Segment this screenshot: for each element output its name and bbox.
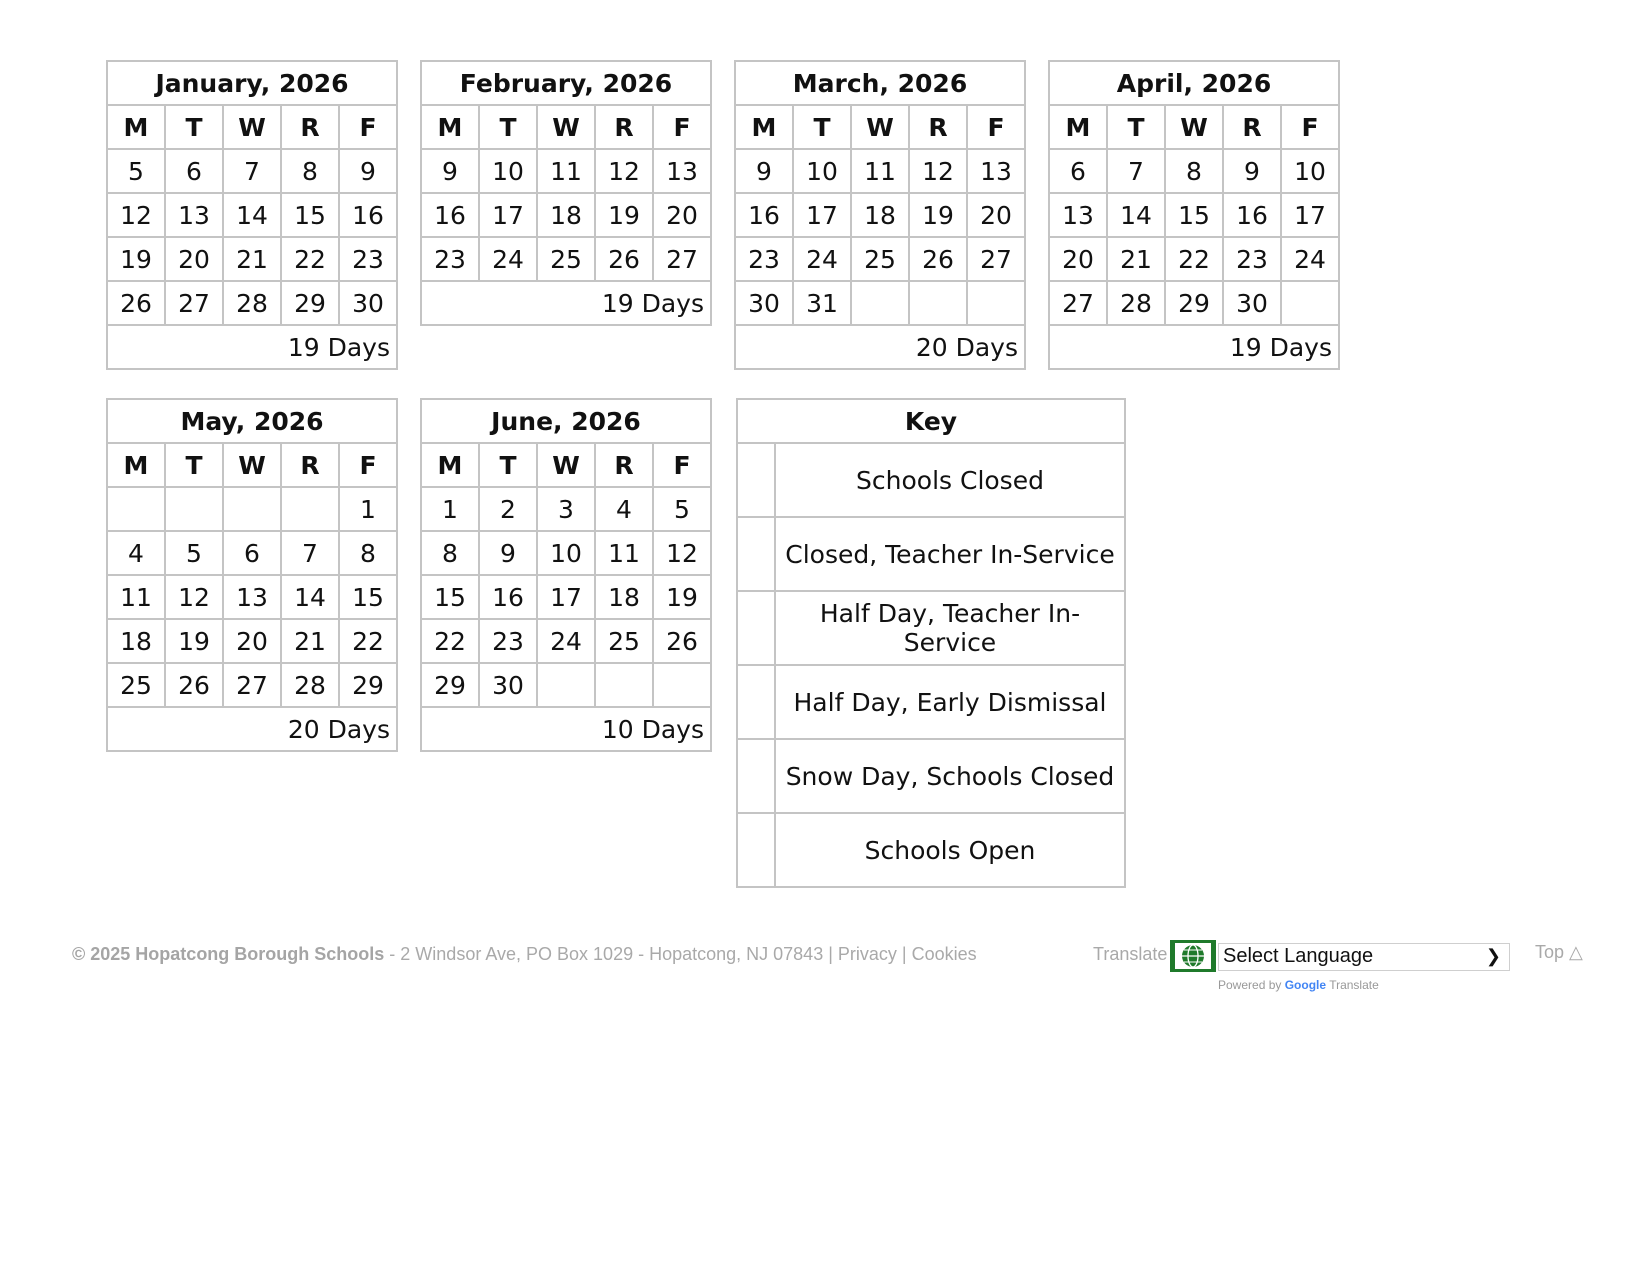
day-cell: 26 xyxy=(165,663,223,707)
month-title: March, 2026 xyxy=(735,61,1025,105)
day-cell: 26 xyxy=(595,237,653,281)
day-cell xyxy=(1281,281,1339,325)
day-cell: 8 xyxy=(339,531,397,575)
weekday-header: W xyxy=(223,105,281,149)
weekday-header: M xyxy=(1049,105,1107,149)
day-cell: 27 xyxy=(223,663,281,707)
day-cell: 23 xyxy=(339,237,397,281)
day-cell: 12 xyxy=(165,575,223,619)
footer-address: - 2 Windsor Ave, PO Box 1029 - Hopatcong, NJ 07843 | xyxy=(384,944,838,964)
weekday-header: F xyxy=(653,105,711,149)
week-row xyxy=(107,487,397,531)
day-cell: 29 xyxy=(339,663,397,707)
day-cell: 8 xyxy=(1165,149,1223,193)
day-cell: 13 xyxy=(1049,193,1107,237)
weekday-header: F xyxy=(653,443,711,487)
day-cell: 30 xyxy=(1223,281,1281,325)
key-label: Schools Open xyxy=(775,813,1125,887)
day-cell: 6 xyxy=(223,531,281,575)
day-cell xyxy=(223,487,281,531)
day-cell: 20 xyxy=(967,193,1025,237)
day-cell: 22 xyxy=(421,619,479,663)
day-cell: 24 xyxy=(793,237,851,281)
day-cell: 14 xyxy=(223,193,281,237)
weekday-header: W xyxy=(1165,105,1223,149)
day-cell: 10 xyxy=(1281,149,1339,193)
day-cell: 7 xyxy=(223,149,281,193)
week-row xyxy=(421,531,711,575)
week-row xyxy=(107,149,397,193)
week-row xyxy=(735,193,1025,237)
school-days-count: 19 Days xyxy=(1049,325,1339,369)
day-cell: 20 xyxy=(165,237,223,281)
day-cell: 10 xyxy=(479,149,537,193)
day-cell: 1 xyxy=(421,487,479,531)
week-row xyxy=(421,575,711,619)
day-cell xyxy=(967,281,1025,325)
month-title: January, 2026 xyxy=(107,61,397,105)
day-cell: 21 xyxy=(223,237,281,281)
calendar-february xyxy=(420,60,712,326)
day-cell: 9 xyxy=(735,149,793,193)
weekday-header: M xyxy=(107,105,165,149)
week-row xyxy=(421,193,711,237)
weekday-header: M xyxy=(421,105,479,149)
day-cell: 27 xyxy=(165,281,223,325)
week-row xyxy=(735,281,1025,325)
school-days-count: 10 Days xyxy=(421,707,711,751)
day-cell: 16 xyxy=(421,193,479,237)
day-cell: 19 xyxy=(653,575,711,619)
day-cell: 5 xyxy=(653,487,711,531)
day-cell: 5 xyxy=(107,149,165,193)
weekday-header: T xyxy=(479,105,537,149)
weekday-header: T xyxy=(793,105,851,149)
key-swatch xyxy=(737,813,775,887)
day-cell: 22 xyxy=(339,619,397,663)
weekday-header: W xyxy=(537,105,595,149)
day-cell: 28 xyxy=(223,281,281,325)
day-cell xyxy=(595,663,653,707)
day-cell: 13 xyxy=(165,193,223,237)
day-cell: 18 xyxy=(107,619,165,663)
day-cell: 9 xyxy=(1223,149,1281,193)
weekday-header: F xyxy=(1281,105,1339,149)
day-cell: 26 xyxy=(653,619,711,663)
day-cell: 26 xyxy=(909,237,967,281)
day-cell: 10 xyxy=(793,149,851,193)
day-cell xyxy=(909,281,967,325)
day-cell: 22 xyxy=(281,237,339,281)
powered-by-google xyxy=(1218,978,1379,992)
week-row xyxy=(107,663,397,707)
calendar-january xyxy=(106,60,398,370)
weekday-header: R xyxy=(595,443,653,487)
day-cell: 27 xyxy=(1049,281,1107,325)
day-cell: 24 xyxy=(1281,237,1339,281)
day-cell: 23 xyxy=(735,237,793,281)
week-row xyxy=(107,237,397,281)
day-cell: 30 xyxy=(479,663,537,707)
day-cell xyxy=(165,487,223,531)
calendar-march xyxy=(734,60,1026,370)
day-cell: 30 xyxy=(735,281,793,325)
week-row xyxy=(1049,281,1339,325)
day-cell: 1 xyxy=(339,487,397,531)
day-cell: 14 xyxy=(1107,193,1165,237)
day-cell: 21 xyxy=(281,619,339,663)
day-cell: 19 xyxy=(595,193,653,237)
day-cell: 29 xyxy=(281,281,339,325)
day-cell: 19 xyxy=(165,619,223,663)
week-row xyxy=(107,531,397,575)
day-cell: 17 xyxy=(537,575,595,619)
day-cell: 12 xyxy=(909,149,967,193)
key-swatch xyxy=(737,517,775,591)
powered-by-text: Powered by xyxy=(1218,978,1282,992)
day-cell: 22 xyxy=(1165,237,1223,281)
translate-label: Translate xyxy=(1093,944,1168,964)
week-row xyxy=(421,619,711,663)
day-cell: 25 xyxy=(107,663,165,707)
day-cell: 10 xyxy=(537,531,595,575)
week-row xyxy=(1049,149,1339,193)
weekday-header: R xyxy=(595,105,653,149)
week-row xyxy=(735,237,1025,281)
week-row xyxy=(1049,237,1339,281)
day-cell: 21 xyxy=(1107,237,1165,281)
day-cell: 16 xyxy=(339,193,397,237)
key-label: Half Day, Early Dismissal xyxy=(775,665,1125,739)
day-cell: 11 xyxy=(595,531,653,575)
day-cell: 24 xyxy=(479,237,537,281)
day-cell: 23 xyxy=(1223,237,1281,281)
day-cell: 3 xyxy=(537,487,595,531)
day-cell: 25 xyxy=(537,237,595,281)
weekday-header: T xyxy=(479,443,537,487)
week-row xyxy=(107,281,397,325)
day-cell: 13 xyxy=(967,149,1025,193)
day-cell: 16 xyxy=(735,193,793,237)
day-cell: 9 xyxy=(339,149,397,193)
school-days-count: 19 Days xyxy=(107,325,397,369)
day-cell: 8 xyxy=(281,149,339,193)
day-cell: 17 xyxy=(1281,193,1339,237)
weekday-header: M xyxy=(107,443,165,487)
day-cell: 29 xyxy=(1165,281,1223,325)
day-cell: 7 xyxy=(281,531,339,575)
day-cell xyxy=(107,487,165,531)
day-cell: 19 xyxy=(107,237,165,281)
globe-icon xyxy=(1170,940,1216,972)
day-cell: 25 xyxy=(851,237,909,281)
school-days-count: 20 Days xyxy=(107,707,397,751)
weekday-header: W xyxy=(537,443,595,487)
language-select[interactable] xyxy=(1218,943,1510,971)
day-cell: 20 xyxy=(653,193,711,237)
day-cell: 15 xyxy=(281,193,339,237)
calendar-april xyxy=(1048,60,1340,370)
day-cell: 19 xyxy=(909,193,967,237)
month-title: April, 2026 xyxy=(1049,61,1339,105)
translate-word: Translate xyxy=(1329,978,1379,992)
day-cell: 7 xyxy=(1107,149,1165,193)
day-cell: 18 xyxy=(595,575,653,619)
day-cell: 13 xyxy=(653,149,711,193)
day-cell: 20 xyxy=(1049,237,1107,281)
key-swatch xyxy=(737,443,775,517)
day-cell: 5 xyxy=(165,531,223,575)
key-label: Closed, Teacher In-Service xyxy=(775,517,1125,591)
weekday-header: M xyxy=(735,105,793,149)
key-label: Half Day, Teacher In-Service xyxy=(775,591,1125,665)
day-cell: 17 xyxy=(479,193,537,237)
day-cell: 18 xyxy=(851,193,909,237)
day-cell: 15 xyxy=(1165,193,1223,237)
week-row xyxy=(421,237,711,281)
week-row xyxy=(107,193,397,237)
day-cell: 8 xyxy=(421,531,479,575)
weekday-header: W xyxy=(851,105,909,149)
key-label: Snow Day, Schools Closed xyxy=(775,739,1125,813)
day-cell: 15 xyxy=(339,575,397,619)
weekday-header: F xyxy=(967,105,1025,149)
weekday-header: F xyxy=(339,443,397,487)
weekday-header: M xyxy=(421,443,479,487)
calendar-may xyxy=(106,398,398,752)
week-row xyxy=(421,663,711,707)
weekday-header: W xyxy=(223,443,281,487)
weekday-header: F xyxy=(339,105,397,149)
day-cell xyxy=(281,487,339,531)
key-swatch xyxy=(737,665,775,739)
week-row xyxy=(107,619,397,663)
day-cell: 26 xyxy=(107,281,165,325)
weekday-header: R xyxy=(281,443,339,487)
weekday-header: T xyxy=(165,443,223,487)
key-title: Key xyxy=(737,399,1125,443)
weekday-header: R xyxy=(1223,105,1281,149)
day-cell: 6 xyxy=(1049,149,1107,193)
day-cell: 4 xyxy=(595,487,653,531)
day-cell: 28 xyxy=(281,663,339,707)
google-logo: Google xyxy=(1284,978,1327,992)
footer-copyright: © 2025 Hopatcong Borough Schools xyxy=(72,944,385,964)
day-cell: 16 xyxy=(479,575,537,619)
day-cell: 15 xyxy=(421,575,479,619)
day-cell: 23 xyxy=(421,237,479,281)
month-title: May, 2026 xyxy=(107,399,397,443)
day-cell: 27 xyxy=(653,237,711,281)
school-days-count: 19 Days xyxy=(421,281,711,325)
day-cell: 18 xyxy=(537,193,595,237)
day-cell: 9 xyxy=(421,149,479,193)
calendar-key xyxy=(736,398,1126,888)
day-cell: 11 xyxy=(851,149,909,193)
day-cell: 27 xyxy=(967,237,1025,281)
weekday-header: T xyxy=(165,105,223,149)
day-cell: 14 xyxy=(281,575,339,619)
day-cell: 30 xyxy=(339,281,397,325)
day-cell: 2 xyxy=(479,487,537,531)
cookies-link[interactable]: Cookies xyxy=(911,944,977,964)
week-row xyxy=(421,487,711,531)
back-to-top-link[interactable]: Top △ xyxy=(1535,942,1583,962)
week-row xyxy=(107,575,397,619)
day-cell: 6 xyxy=(165,149,223,193)
day-cell: 11 xyxy=(537,149,595,193)
weekday-header: R xyxy=(909,105,967,149)
day-cell: 20 xyxy=(223,619,281,663)
weekday-header: R xyxy=(281,105,339,149)
day-cell xyxy=(653,663,711,707)
key-swatch xyxy=(737,591,775,665)
month-title: February, 2026 xyxy=(421,61,711,105)
calendar-june xyxy=(420,398,712,752)
day-cell: 24 xyxy=(537,619,595,663)
day-cell xyxy=(851,281,909,325)
week-row xyxy=(735,149,1025,193)
day-cell: 11 xyxy=(107,575,165,619)
day-cell: 13 xyxy=(223,575,281,619)
day-cell: 4 xyxy=(107,531,165,575)
weekday-header: T xyxy=(1107,105,1165,149)
day-cell: 25 xyxy=(595,619,653,663)
site-footer xyxy=(72,944,977,965)
day-cell: 12 xyxy=(107,193,165,237)
week-row xyxy=(1049,193,1339,237)
school-days-count: 20 Days xyxy=(735,325,1025,369)
month-title: June, 2026 xyxy=(421,399,711,443)
privacy-link[interactable]: Privacy xyxy=(837,944,897,964)
day-cell: 9 xyxy=(479,531,537,575)
day-cell: 17 xyxy=(793,193,851,237)
day-cell: 16 xyxy=(1223,193,1281,237)
day-cell: 12 xyxy=(595,149,653,193)
chevron-down-icon: ❯ xyxy=(1485,946,1501,966)
day-cell: 23 xyxy=(479,619,537,663)
footer-separator: | xyxy=(896,944,912,964)
week-row xyxy=(421,149,711,193)
day-cell: 28 xyxy=(1107,281,1165,325)
day-cell: 12 xyxy=(653,531,711,575)
language-select-value: Select Language xyxy=(1223,945,1374,967)
day-cell xyxy=(537,663,595,707)
key-label: Schools Closed xyxy=(775,443,1125,517)
key-swatch xyxy=(737,739,775,813)
day-cell: 29 xyxy=(421,663,479,707)
day-cell: 31 xyxy=(793,281,851,325)
